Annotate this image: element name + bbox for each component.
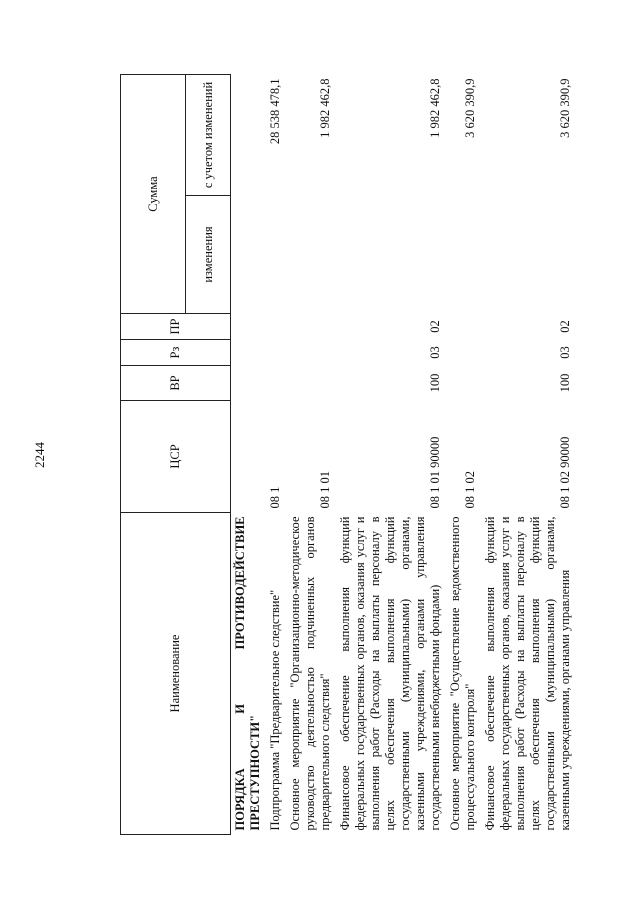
row-vr [286, 366, 336, 401]
table-row [266, 75, 286, 835]
row-vr: 100 [428, 373, 442, 393]
table-header-row [121, 75, 186, 835]
row-rz [286, 340, 336, 366]
row-pr [231, 314, 267, 340]
row-rz [231, 340, 267, 366]
row-csr: 08 1 [268, 486, 282, 509]
row-change [266, 196, 286, 314]
budget-sheet [120, 75, 640, 835]
row-total: 28 538 478,1 [268, 78, 282, 145]
row-change [286, 196, 336, 314]
row-name: ПОРЯДКА И ПРОТИВОДЕЙСТВИЕ ПРЕСТУПНОСТИ" [233, 516, 262, 831]
row-total [231, 75, 267, 196]
table-row [446, 75, 481, 835]
column-header-with-changes: с учетом изменений [186, 75, 231, 196]
table-row [231, 75, 267, 835]
row-change [336, 196, 446, 314]
table-row [286, 75, 336, 835]
column-header-sum: Сумма [121, 75, 186, 314]
row-pr: 02 [428, 320, 442, 333]
row-rz [446, 340, 481, 366]
table-row [336, 75, 446, 835]
row-total: 1 982 462,8 [428, 78, 442, 138]
row-change [231, 196, 267, 314]
row-csr: 08 1 01 [318, 471, 332, 509]
row-rz: 03 [428, 346, 442, 359]
row-rz [266, 340, 286, 366]
row-name: Подпрограмма "Предварительное следствие" [268, 589, 282, 831]
row-total: 3 620 390,9 [463, 78, 477, 138]
column-header-rz: Рз [121, 340, 231, 366]
table-row [481, 75, 576, 835]
column-header-csr: ЦСР [121, 401, 231, 513]
row-vr [446, 366, 481, 401]
row-total: 3 620 390,9 [558, 78, 572, 138]
row-name: Финансовое обеспечение выполнения функций федеральных государственных органов, оказания услуг и выполнения работ (Расходы на выплаты персоналу в целях обеспечения выполнения функций государственными (муниципальными) органами, казенными учреждениями, органами управления [483, 516, 572, 831]
page-number: 2244 [32, 442, 47, 468]
row-vr [266, 366, 286, 401]
row-name: Основное мероприятие "Осуществление ведомственного процессуального контроля" [448, 516, 477, 831]
row-vr: 100 [558, 373, 572, 393]
row-name: Финансовое обеспечение выполнения функций федеральных государственных органов, оказания услуг и выполнения работ (Расходы на выплаты персоналу в целях обеспечения выполнения функций государственными (муниципальными) органами, казенными учреждениями, органами управления государственными внебюджетными фондами) [338, 516, 442, 831]
row-csr: 08 1 02 [463, 471, 477, 509]
row-pr: 02 [558, 320, 572, 333]
budget-table [120, 74, 576, 835]
row-csr [231, 401, 267, 513]
row-change [446, 196, 481, 314]
row-pr [286, 314, 336, 340]
row-vr [231, 366, 267, 401]
column-header-vr: ВР [121, 366, 231, 401]
column-header-changes: изменения [186, 196, 231, 314]
row-pr [446, 314, 481, 340]
row-pr [266, 314, 286, 340]
row-csr: 08 1 02 90000 [558, 436, 572, 509]
row-rz: 03 [558, 346, 572, 359]
row-change [481, 196, 576, 314]
row-name: Основное мероприятие "Организационно-методическое руководство деятельностью подчиненных органов предварительного следствия" [288, 516, 332, 831]
column-header-pr: ПР [121, 314, 231, 340]
row-total: 1 982 462,8 [318, 78, 332, 138]
column-header-name: Наименование [121, 513, 231, 835]
row-csr: 08 1 01 90000 [428, 436, 442, 509]
